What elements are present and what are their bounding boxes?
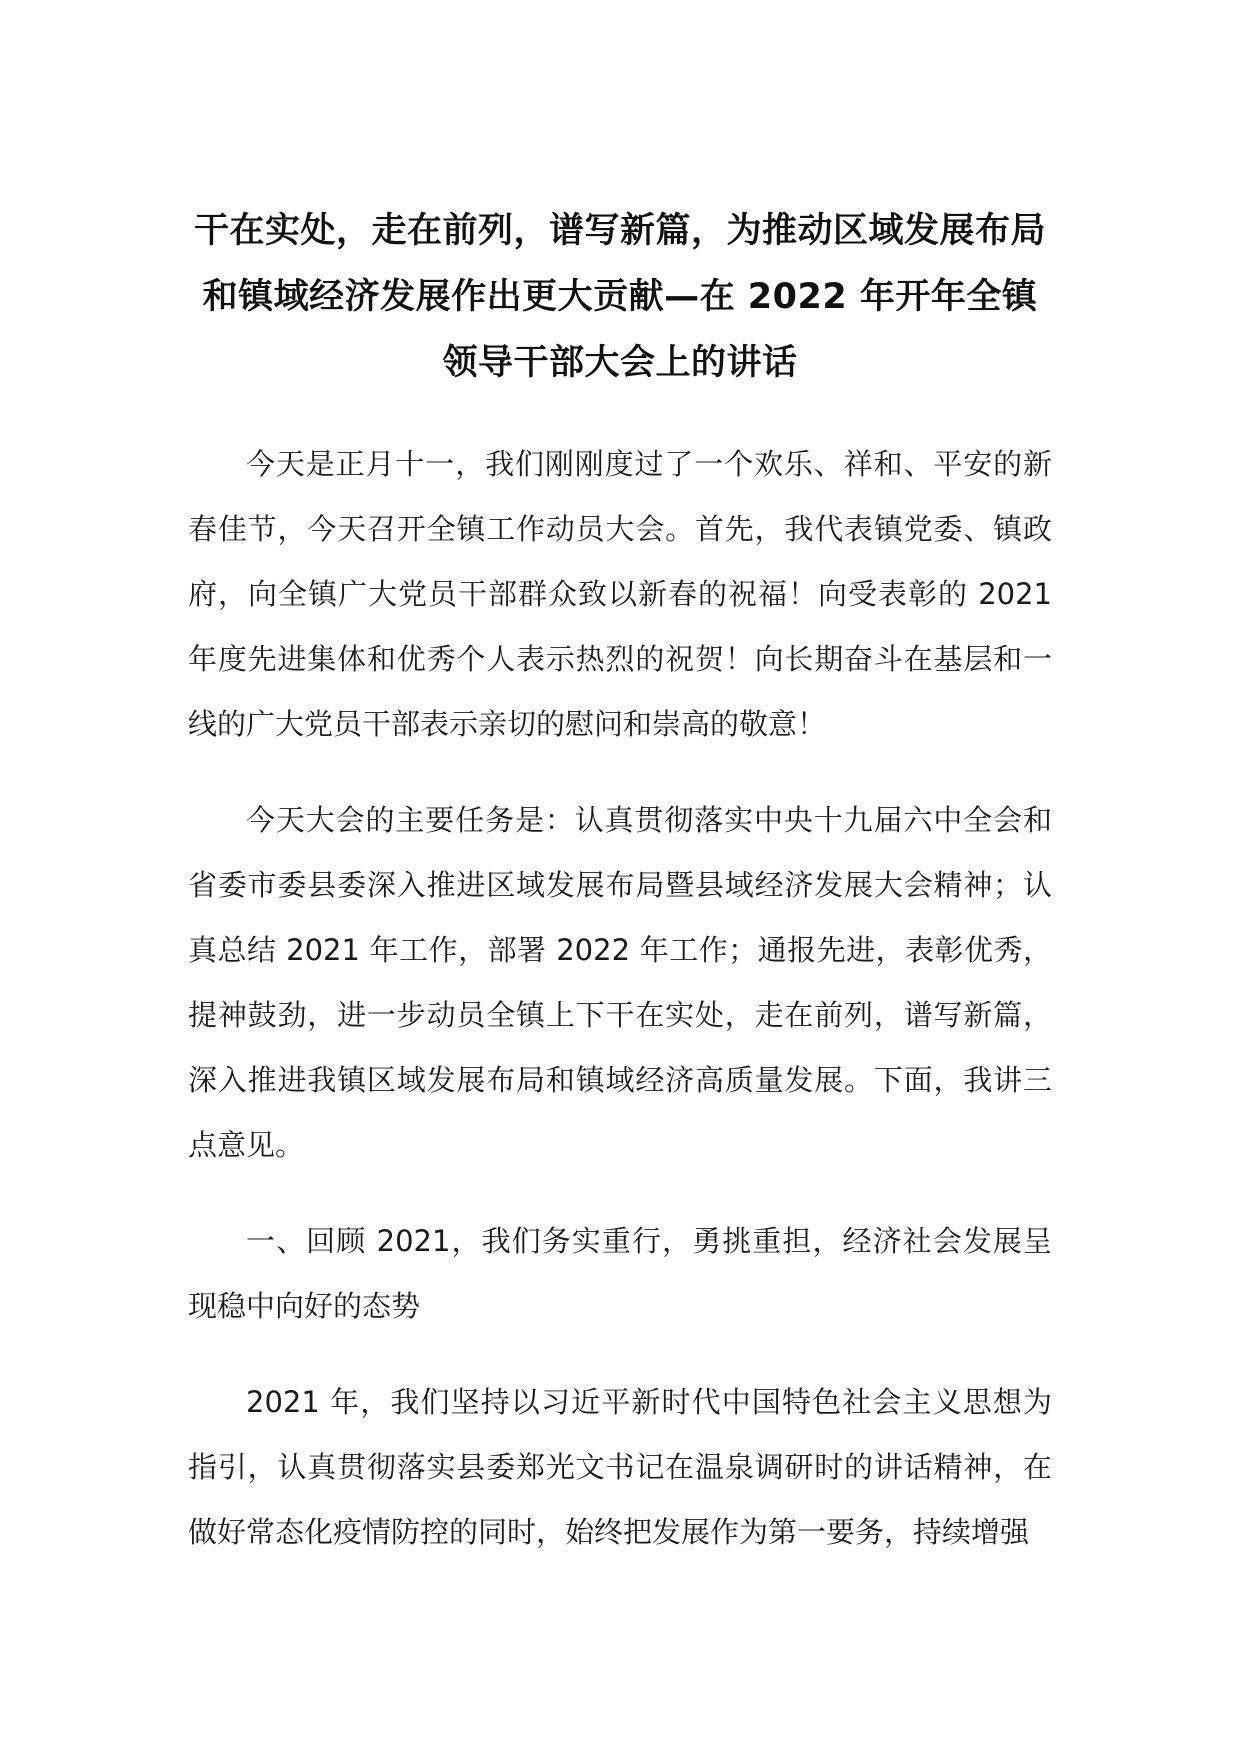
section-heading-one: 一、回顾 2021，我们务实重行，勇挑重担，经济社会发展呈现稳中向好的态势	[188, 1224, 1052, 1323]
paragraph-main-tasks: 今天大会的主要任务是：认真贯彻落实中央十九届六中全会和省委市委县委深入推进区域发展布局暨县域经济发展大会精神；认真总结 2021 年工作，部署 2022 年工作；通报先进，表彰优秀，提神鼓劲，进一步动员全镇上下干在实处，走在前列，谱写新篇，深入推进我镇区域发展布局和镇域经济高质量发展。下面，我讲三点意见。	[188, 803, 1052, 1162]
paragraph-2021-review: 2021 年，我们坚持以习近平新时代中国特色社会主义思想为指引，认真贯彻落实县委郑光文书记在温泉调研时的讲话精神，在做好常态化疫情防控的同时，始终把发展作为第一要务，持续增强	[188, 1385, 1052, 1549]
document-title: 干在实处，走在前列，谱写新篇，为推动区域发展布局和镇域经济发展作出更大贡献—在 2022 年开年全镇领导干部大会上的讲话	[193, 211, 1046, 383]
paragraph-opening: 今天是正月十一，我们刚刚度过了一个欢乐、祥和、平安的新春佳节，今天召开全镇工作动员大会。首先，我代表镇党委、镇政府，向全镇广大党员干部群众致以新春的祝福！向受表彰的 2021 年度先进集体和优秀个人表示热烈的祝贺！向长期奋斗在基层和一线的广大党员干部表示亲切的慰问和崇高的敬意！	[188, 447, 1052, 741]
document-body	[188, 432, 1052, 1596]
